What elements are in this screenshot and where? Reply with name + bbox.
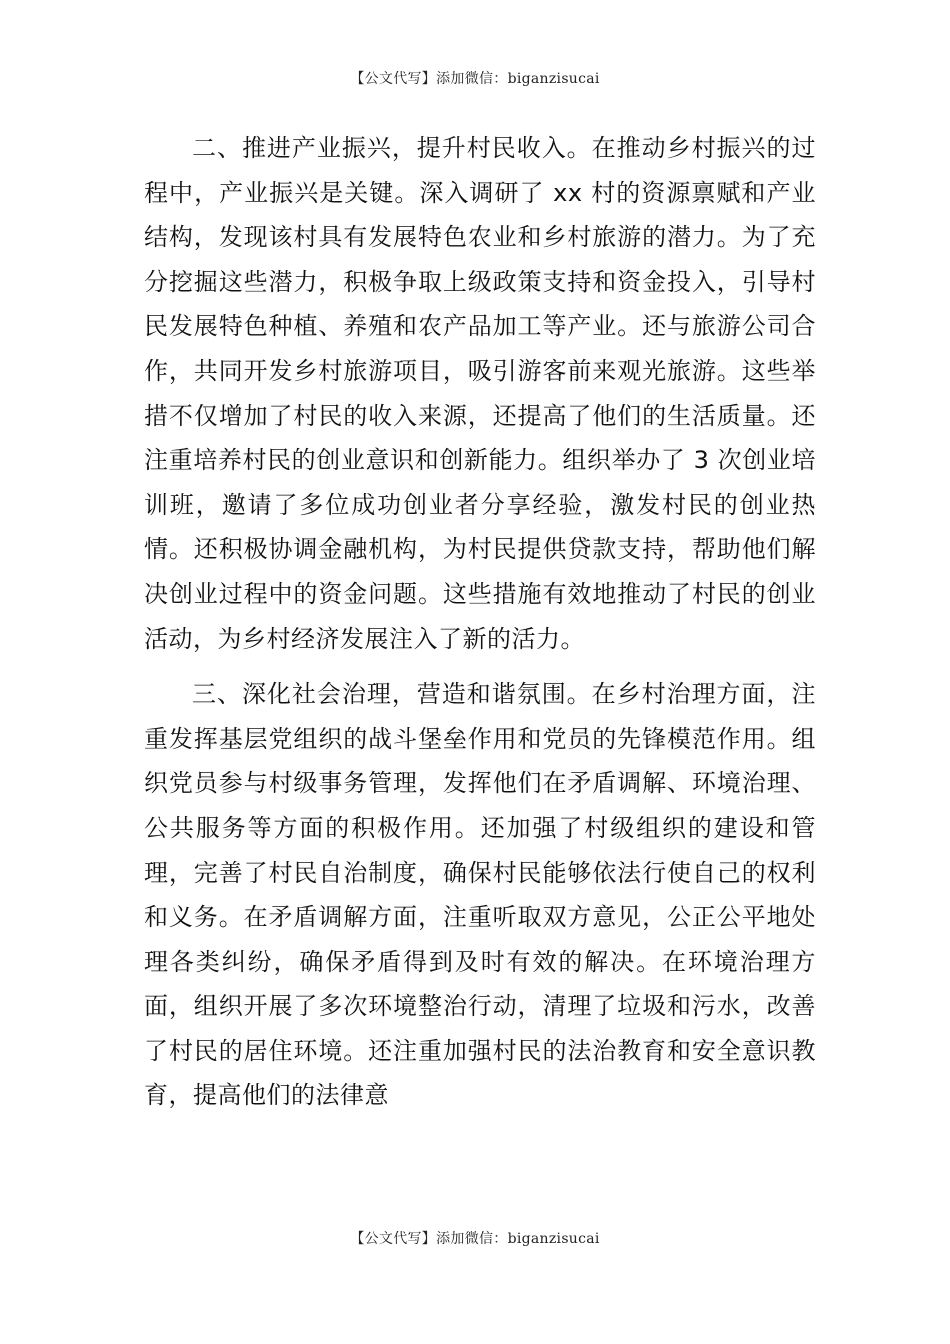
page-header-watermark: 【公文代写】添加微信：biganzisucai [350,71,600,87]
paragraph-industry-revitalization: 二、推进产业振兴，提升村民收入。在推动乡村振兴的过程中，产业振兴是关键。深入调研了 xx 村的资源禀赋和产业结构，发现该村具有发展特色农业和乡村旅游的潜力。为了充分挖掘这些潜力，积极争取上级政策支持和资金投入，引导村民发展特色种植、养殖和农产品加工等产业。还与旅游公司合作，共同开发乡村旅游项目，吸引游客前来观光旅游。这些举措不仅增加了村民的收入来源，还提高了他们的生活质量。还注重培养村民的创业意识和创新能力。组织举办了 3 次创业培训班，邀请了多位成功创业者分享经验，激发村民的创业热情。还积极协调金融机构，为村民提供贷款支持，帮助他们解决创业过程中的资金问题。这些措施有效地推动了村民的创业活动，为乡村经济发展注入了新的活力。 [144,134,816,653]
document-body [144,126,816,1118]
paragraph-social-governance: 三、深化社会治理，营造和谐氛围。在乡村治理方面，注重发挥基层党组织的战斗堡垒作用和党员的先锋模范作用。组织党员参与村级事务管理，发挥他们在矛盾调解、环境治理、公共服务等方面的积极作用。还加强了村级组织的建设和管理，完善了村民自治制度，确保村民能够依法行使自己的权利和义务。在矛盾调解方面，注重听取双方意见，公正公平地处理各类纠纷，确保矛盾得到及时有效的解决。在环境治理方面，组织开展了多次环境整治行动，清理了垃圾和污水，改善了村民的居住环境。还注重加强村民的法治教育和安全意识教育，提高他们的法律意 [144,680,816,1110]
page-footer-watermark: 【公文代写】添加微信：biganzisucai [350,1231,600,1247]
